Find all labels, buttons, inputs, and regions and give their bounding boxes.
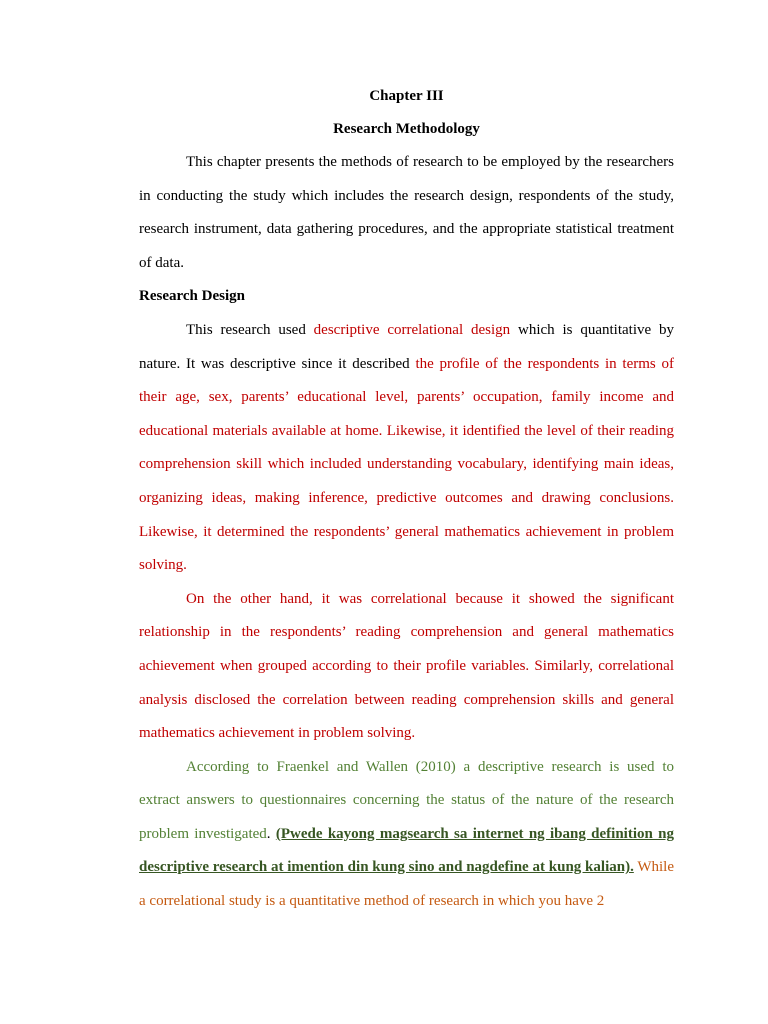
text-run: This research used (186, 321, 314, 338)
section-heading: Research Design (139, 288, 245, 305)
highlighted-text-run: descriptive correlational design (313, 321, 511, 338)
correlational-definition-text: While a correlational study is a quantitative method of research in which you have 2 (139, 859, 674, 910)
correlational-paragraph: On the other hand, it was correlational because it showed the significant relationship in the respondents’ reading comprehension and general mathematics achievement when grouped according to their profile variables. Similarly, correlational analysis disclosed the correlation between reading comprehension skills and general mathematics achievement in problem solving. (139, 590, 674, 742)
citation-text-run: According to Fraenkel and Wallen (2010) a descriptive research is used to extract answers to questionnaires concerning the status of the nature of the research problem investigated (139, 758, 674, 842)
editor-note: (Pwede kayong magsearch sa internet ng ibang definition ng descriptive research at imention din kung sino and nagdefine at kung kalian). (139, 825, 675, 876)
definition-paragraph (139, 751, 674, 919)
text-run: which is quantitative by nature. It was descriptive since it described (139, 321, 675, 372)
document-page (139, 80, 674, 919)
research-design-paragraph (139, 314, 674, 583)
chapter-number: Chapter III (369, 88, 444, 104)
highlighted-text-run: the profile of the respondents in terms of their age, sex, parents’ educational level, parents’ occupation, family income and educational materials available at home. Likewise, it identified the level of their reading comprehension skill which included understanding vocabulary, identifying main ideas, organizing ideas, making inference, predictive outcomes and drawing conclusions. Likewise, it determined the respondents’ general mathematics achievement in problem solving. (139, 355, 674, 574)
chapter-title: Research Methodology (333, 121, 480, 137)
text-run: . (266, 825, 276, 842)
intro-paragraph: This chapter presents the methods of research to be employed by the researchers in conducting the study which includes the research design, respondents of the study, research instrument, data gathering procedures, and the appropriate statistical treatment of data. (139, 154, 674, 271)
